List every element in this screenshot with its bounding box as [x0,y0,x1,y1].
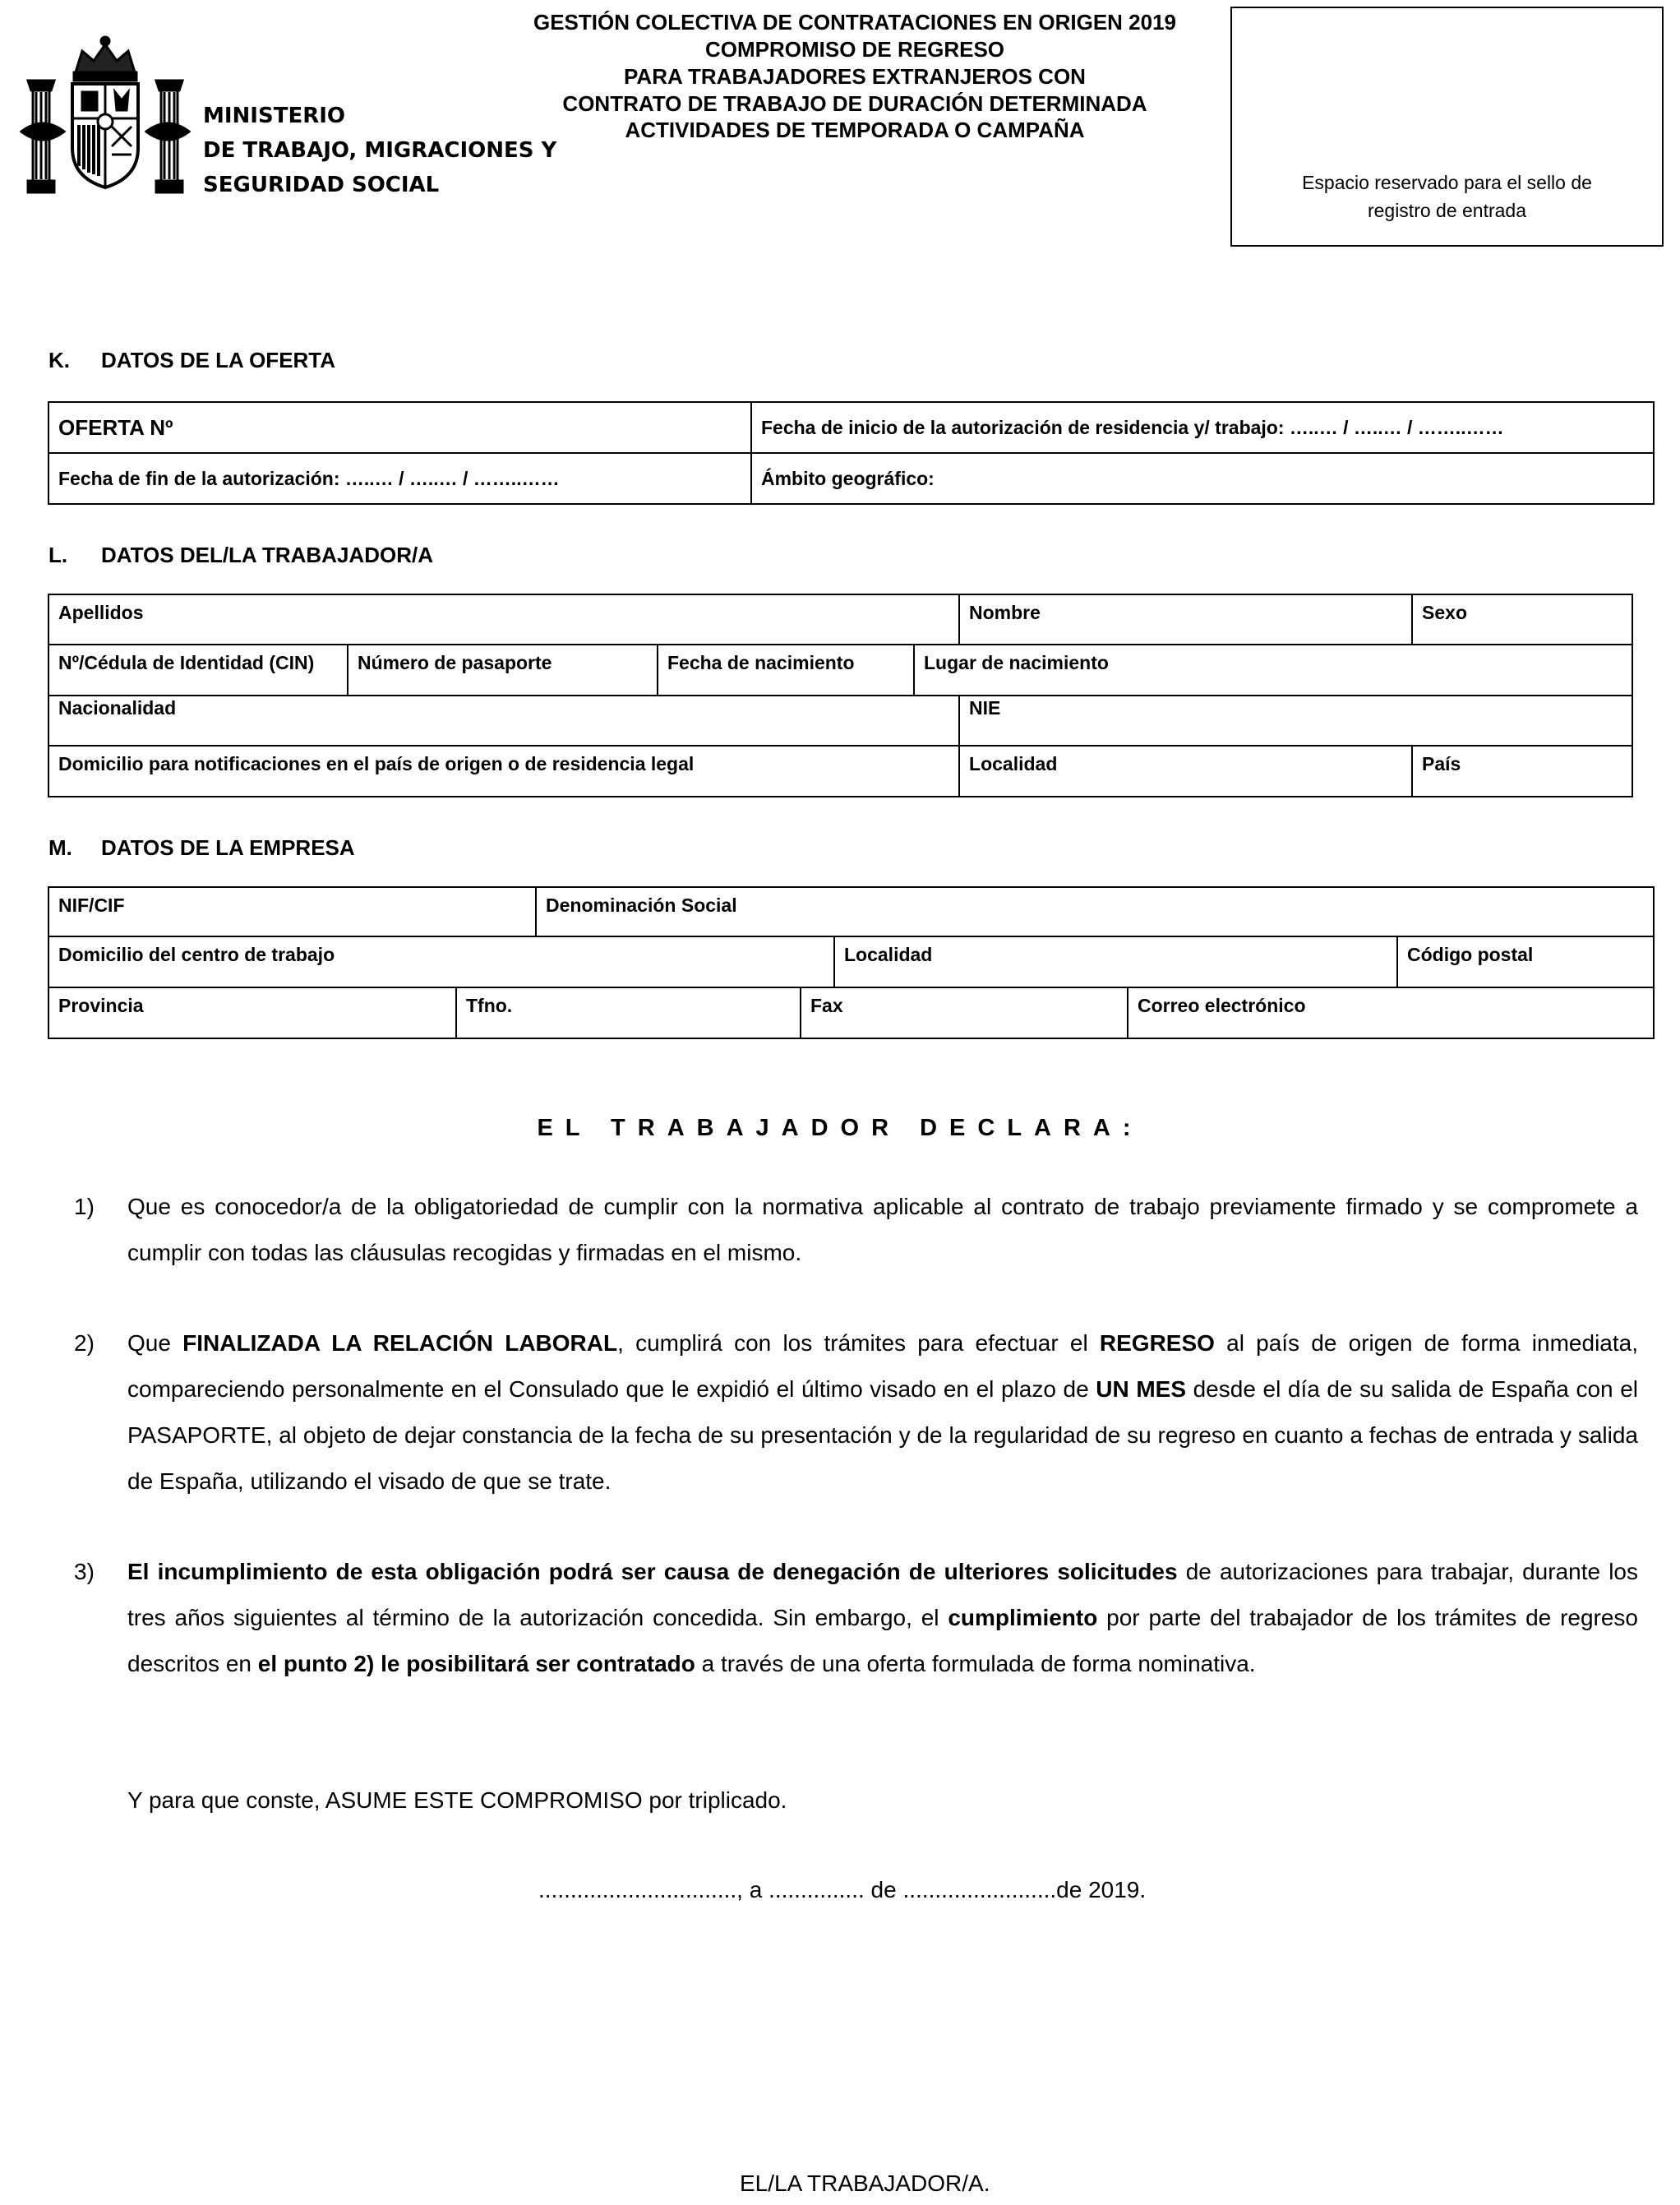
company-name-field[interactable]: Denominación Social [536,887,1654,936]
identity-card-field[interactable]: Nº/Cédula de Identidad (CIN) [48,645,348,696]
worker-signature-label: EL/LA TRABAJADOR/A. [740,2170,990,2196]
section-k-heading [48,348,335,373]
workplace-address-field[interactable]: Domicilio del centro de trabajo [48,936,834,987]
spanish-coat-of-arms-icon [18,33,192,207]
clause-1-number: 1) [74,1194,95,1219]
document-title-line4: CONTRATO DE TRABAJO DE DURACIÓN DETERMINADA [562,91,1147,116]
document-title-line1: GESTIÓN COLECTIVA DE CONTRATACIONES EN ORIGEN 2019 [533,10,1177,35]
section-k-letter: K. [48,348,70,372]
clause-3-text: El incumplimiento de esta obligación podrá ser causa de denegación de ulteriores solicitudes de autorizaciones para trabajar, durante los tres años siguientes al término de la autorización concedida. Sin embargo, el cumplimiento por parte del trabajador de los trámites de regreso descritos en el punto 2) le posibilitará ser contratado a través de una oferta formulada de forma nominativa. [127,1559,1639,1676]
declaration-title: EL TRABAJADOR DECLARA: [537,1115,1143,1141]
ministry-name-line3: SEGURIDAD SOCIAL [203,173,440,197]
worker-data-table [48,594,1633,797]
nif-cif-field[interactable]: NIF/CIF [48,887,536,936]
fax-field[interactable]: Fax [801,987,1128,1038]
document-title-line2: COMPROMISO DE REGRESO [704,37,1005,62]
province-field[interactable]: Provincia [48,987,456,1038]
ministry-name-line2: DE TRABAJO, MIGRACIONES Y [203,138,557,163]
birth-date-field[interactable]: Fecha de nacimiento [658,645,914,696]
stamp-caption-line1: Espacio reservado para el sello de [1302,172,1592,193]
clause-2-text: Que FINALIZADA LA RELACIÓN LABORAL, cumplirá con los trámites para efectuar el REGRESO al país de origen de forma inmediata, compareciendo personalmente en el Consulado que le expidió el último visado en el plazo de UN MES desde el día de su salida de España con el PASAPORTE, al objeto de dejar constancia de la fecha de su presentación y de la regularidad de su regreso en cuanto a fechas de entrada y salida de España, utilizando el visado de que se trate. [127,1330,1638,1494]
section-m-letter: M. [48,835,72,860]
ministry-name-line1: MINISTERIO [203,104,345,128]
place-date-line: ..............................., a ............... de ........................de 2019. [538,1877,1147,1902]
geographic-scope-field[interactable]: Ámbito geográfico: [751,453,1654,504]
notification-address-field[interactable]: Domicilio para notificaciones en el país de origen o de residencia legal [48,746,959,797]
document-title-line3: PARA TRABAJADORES EXTRANJEROS CON [624,64,1086,89]
stamp-area-caption [1232,169,1662,224]
passport-number-field[interactable]: Número de pasaporte [348,645,658,696]
clause-1-text: Que es conocedor/a de la obligatoriedad de cumplir con la normativa aplicable al contrato de trabajo previamente firmado y se compromete a cumplir con todas las cláusulas recogidas y firmadas en el mismo. [127,1194,1638,1265]
authorization-start-date-field[interactable]: Fecha de inicio de la autorización de residencia y/ trabajo: …..… / …..… / ……..…… [751,402,1654,453]
section-k-title: DATOS DE LA OFERTA [101,348,336,372]
clause-3-number: 3) [74,1559,95,1584]
clause-2-number: 2) [74,1330,95,1356]
nationality-field[interactable]: Nacionalidad [48,696,959,746]
birth-place-field[interactable]: Lugar de nacimiento [914,645,1632,696]
phone-field[interactable]: Tfno. [456,987,801,1038]
offer-data-table [48,401,1655,505]
company-locality-field[interactable]: Localidad [834,936,1397,987]
section-l-title: DATOS DEL/LA TRABAJADOR/A [101,543,433,567]
section-l-heading [48,543,433,568]
section-m-title: DATOS DE LA EMPRESA [101,835,355,860]
worker-country-field[interactable]: País [1412,746,1632,797]
first-name-field[interactable]: Nombre [959,594,1412,645]
registration-stamp-area [1230,7,1664,247]
section-m-heading [48,835,355,861]
surnames-field[interactable]: Apellidos [48,594,959,645]
company-data-table [48,886,1655,1039]
nie-field[interactable]: NIE [959,696,1632,746]
section-l-letter: L. [48,543,68,567]
email-field[interactable]: Correo electrónico [1128,987,1654,1038]
postal-code-field[interactable]: Código postal [1397,936,1654,987]
commitment-statement: Y para que conste, ASUME ESTE COMPROMISO por triplicado. [127,1787,787,1813]
document-title-line5: ACTIVIDADES DE TEMPORADA O CAMPAÑA [625,118,1085,142]
sex-field[interactable]: Sexo [1412,594,1632,645]
authorization-end-date-field[interactable]: Fecha de fin de la autorización: …..… / …..… / ……..…… [48,453,751,504]
worker-locality-field[interactable]: Localidad [959,746,1412,797]
stamp-caption-line2: registro de entrada [1367,200,1527,221]
offer-number-field[interactable]: OFERTA Nº [48,402,751,453]
